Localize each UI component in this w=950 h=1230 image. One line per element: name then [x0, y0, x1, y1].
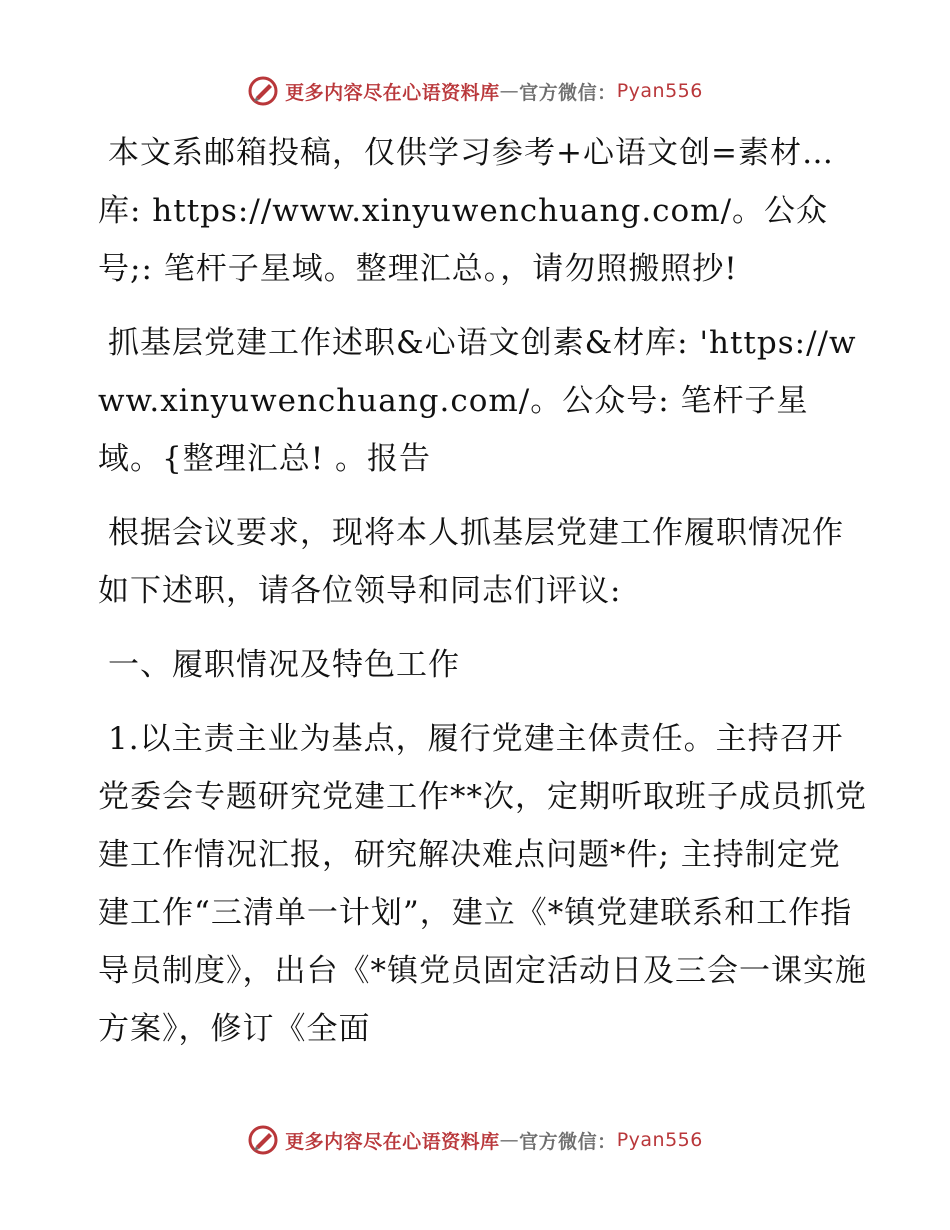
- banner-middle-text: 官方微信：: [519, 1130, 617, 1153]
- banner-left-text: 更多内容尽在心语资料库: [285, 1130, 500, 1153]
- banner-separator: —: [499, 80, 520, 102]
- pen-seal-logo-icon: [247, 1124, 279, 1156]
- paragraph-opening: 根据会议要求，现将本人抓基层党建工作履职情况作如下述职，请各位领导和同志们评议:: [98, 515, 844, 609]
- banner-right-text: Pyan556: [616, 80, 703, 102]
- paragraph-title: 抓基层党建工作述职&心语文创素&材库: 'https://www.xinyuwenchuang.com/。公众号: 笔杆子星域。{整理汇总! 。报告: [98, 325, 857, 477]
- section-heading: 一、履职情况及特色工作: [108, 647, 460, 683]
- banner-left-text: 更多内容尽在心语资料库: [285, 81, 500, 104]
- banner-middle-text: 官方微信：: [519, 81, 617, 104]
- document-body: [98, 124, 868, 1074]
- header-watermark-banner: [0, 71, 950, 111]
- banner-separator: —: [499, 1129, 520, 1151]
- pen-seal-logo-icon: [247, 75, 279, 107]
- banner-right-text: Pyan556: [616, 1129, 703, 1151]
- footer-watermark-banner: [0, 1120, 950, 1160]
- paragraph-intro-notice: 本文系邮箱投稿，仅供学习参考+心语文创=素材…库: https://www.xinyuwenchuang.com/。公众号;: 笔杆子星域。整理汇总。，请勿照搬照抄!: [98, 135, 834, 287]
- paragraph-item-1: 1.以主责主业为基点，履行党建主体责任。主持召开党委会专题研究党建工作**次，定期听取班子成员抓党建工作情况汇报，研究解决难点问题*件; 主持制定党建工作“三清单一计划”，建立《*镇党建联系和工作指导员制度》，出台《*镇党员固定活动日及三会一课实施方案》，修订《全面: [98, 721, 867, 1047]
